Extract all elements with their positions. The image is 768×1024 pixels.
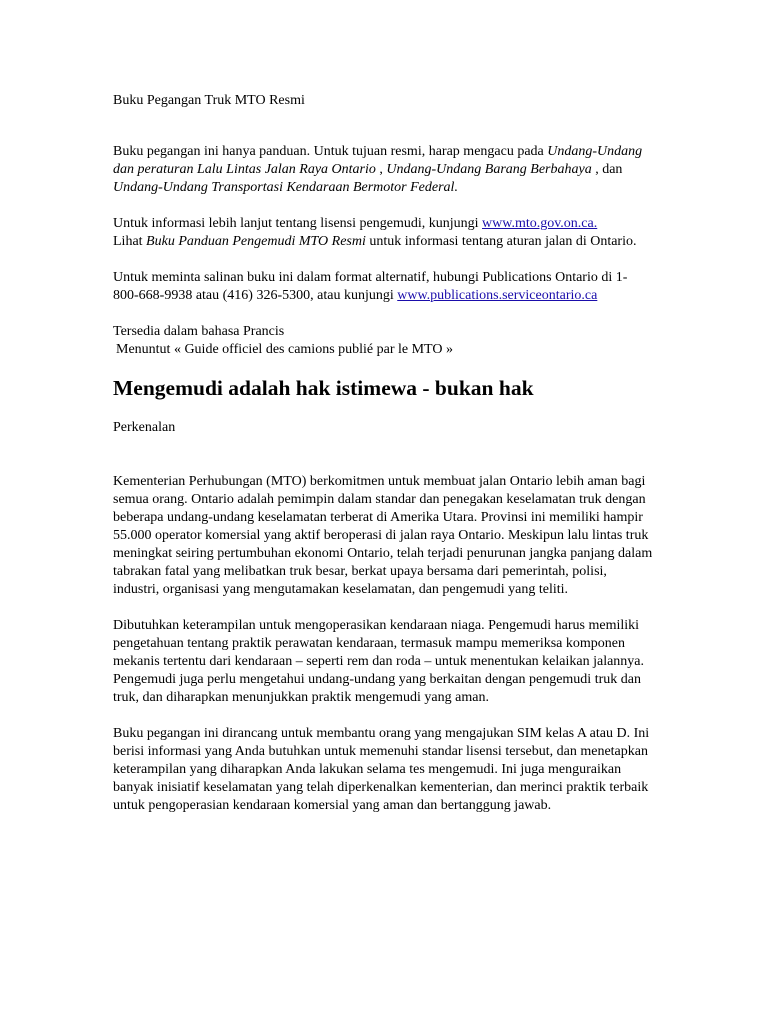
alternate-format-text: Untuk meminta salinan buku ini dalam format alternatif, hubungi Publications Ontario di 1-800-668-9938 atau (416) 326-5300, atau kunjungi — [113, 270, 628, 303]
document-title: Buku Pegangan Truk MTO Resmi — [113, 93, 305, 108]
introduction-label: Perkenalan — [113, 420, 176, 435]
drivers-handbook-title: Buku Panduan Pengemudi MTO Resmi — [146, 234, 366, 249]
driver-skills-paragraph: Dibutuhkan keterampilan untuk mengoperasikan kendaraan niaga. Pengemudi harus memiliki pengetahuan tentang praktik perawatan kendaraan, termasuk mampu memeriksa komponen mekanis tertentu dari kendaraan – seperti rem dan roda – untuk menentukan kelaikan jalannya. Pengemudi juga perlu mengetahui undang-undang yang berkaitan dengan pengemudi truk dan truk, dan diharapkan menunjukkan praktik mengemudi yang aman. — [113, 618, 645, 705]
mto-website-link[interactable]: www.mto.gov.on.ca. — [482, 216, 598, 231]
alternate-format-paragraph — [113, 269, 653, 305]
french-availability-paragraph — [113, 323, 653, 359]
document-page — [113, 92, 653, 833]
handbook-purpose-paragraph: Buku pegangan ini dirancang untuk membantu orang yang mengajukan SIM kelas A atau D. Ini berisi informasi yang Anda butuhkan untuk memenuhi standar lisensi tersebut, dan menetapkan keterampilan yang diharapkan Anda lakukan selama tes mengemudi. Ini juga menguraikan banyak inisiatif keselamatan yang telah diperkenalkan kementerian, dan merinci praktik terbaik untuk pengoperasian kendaraan komersial yang aman dan bertanggung jawab. — [113, 726, 650, 813]
licensing-text-b: Lihat — [113, 234, 147, 249]
disclaimer-act-federal: Undang-Undang Transportasi Kendaraan Bermotor Federal. — [113, 180, 458, 195]
disclaimer-text-a: Buku pegangan ini hanya panduan. Untuk tujuan resmi, harap mengacu pada — [113, 144, 548, 159]
licensing-info-paragraph — [113, 215, 653, 251]
publications-website-link[interactable]: www.publications.serviceontario.ca — [397, 288, 598, 303]
section-heading: Mengemudi adalah hak istimewa - bukan hak — [113, 376, 534, 400]
french-availability-line: Tersedia dalam bahasa Prancis — [113, 324, 285, 339]
disclaimer-text-b: , — [375, 162, 387, 177]
disclaimer-act-highway: Undang-Undang dan peraturan Lalu Lintas Jalan Raya Ontario — [113, 144, 643, 177]
french-title-line: Menuntut « Guide officiel des camions publié par le MTO » — [116, 342, 453, 357]
licensing-text-a: Untuk informasi lebih lanjut tentang lisensi pengemudi, kunjungi — [113, 216, 483, 231]
disclaimer-paragraph — [113, 143, 653, 197]
ministry-commitment-paragraph: Kementerian Perhubungan (MTO) berkomitmen untuk membuat jalan Ontario lebih aman bagi semua orang. Ontario adalah pemimpin dalam standar dan penegakan keselamatan truk dengan beberapa undang-undang keselamatan terberat di Amerika Utara. Provinsi ini memiliki hampir 55.000 operator komersial yang aktif beroperasi di jalan raya Ontario. Meskipun lalu lintas truk meningkat seiring pertumbuhan ekonomi Ontario, telah terjadi penurunan jangka panjang dalam tabrakan fatal yang melibatkan truk besar, berkat upaya bersama dari pemerintah, polisi, industri, organisasi yang mengutamakan keselamatan, dan pengemudi yang teliti. — [113, 474, 653, 597]
licensing-text-c: untuk informasi tentang aturan jalan di Ontario. — [365, 234, 637, 249]
disclaimer-text-c: , dan — [591, 162, 623, 177]
disclaimer-act-dangerous-goods: Undang-Undang Barang Berbahaya — [386, 162, 592, 177]
